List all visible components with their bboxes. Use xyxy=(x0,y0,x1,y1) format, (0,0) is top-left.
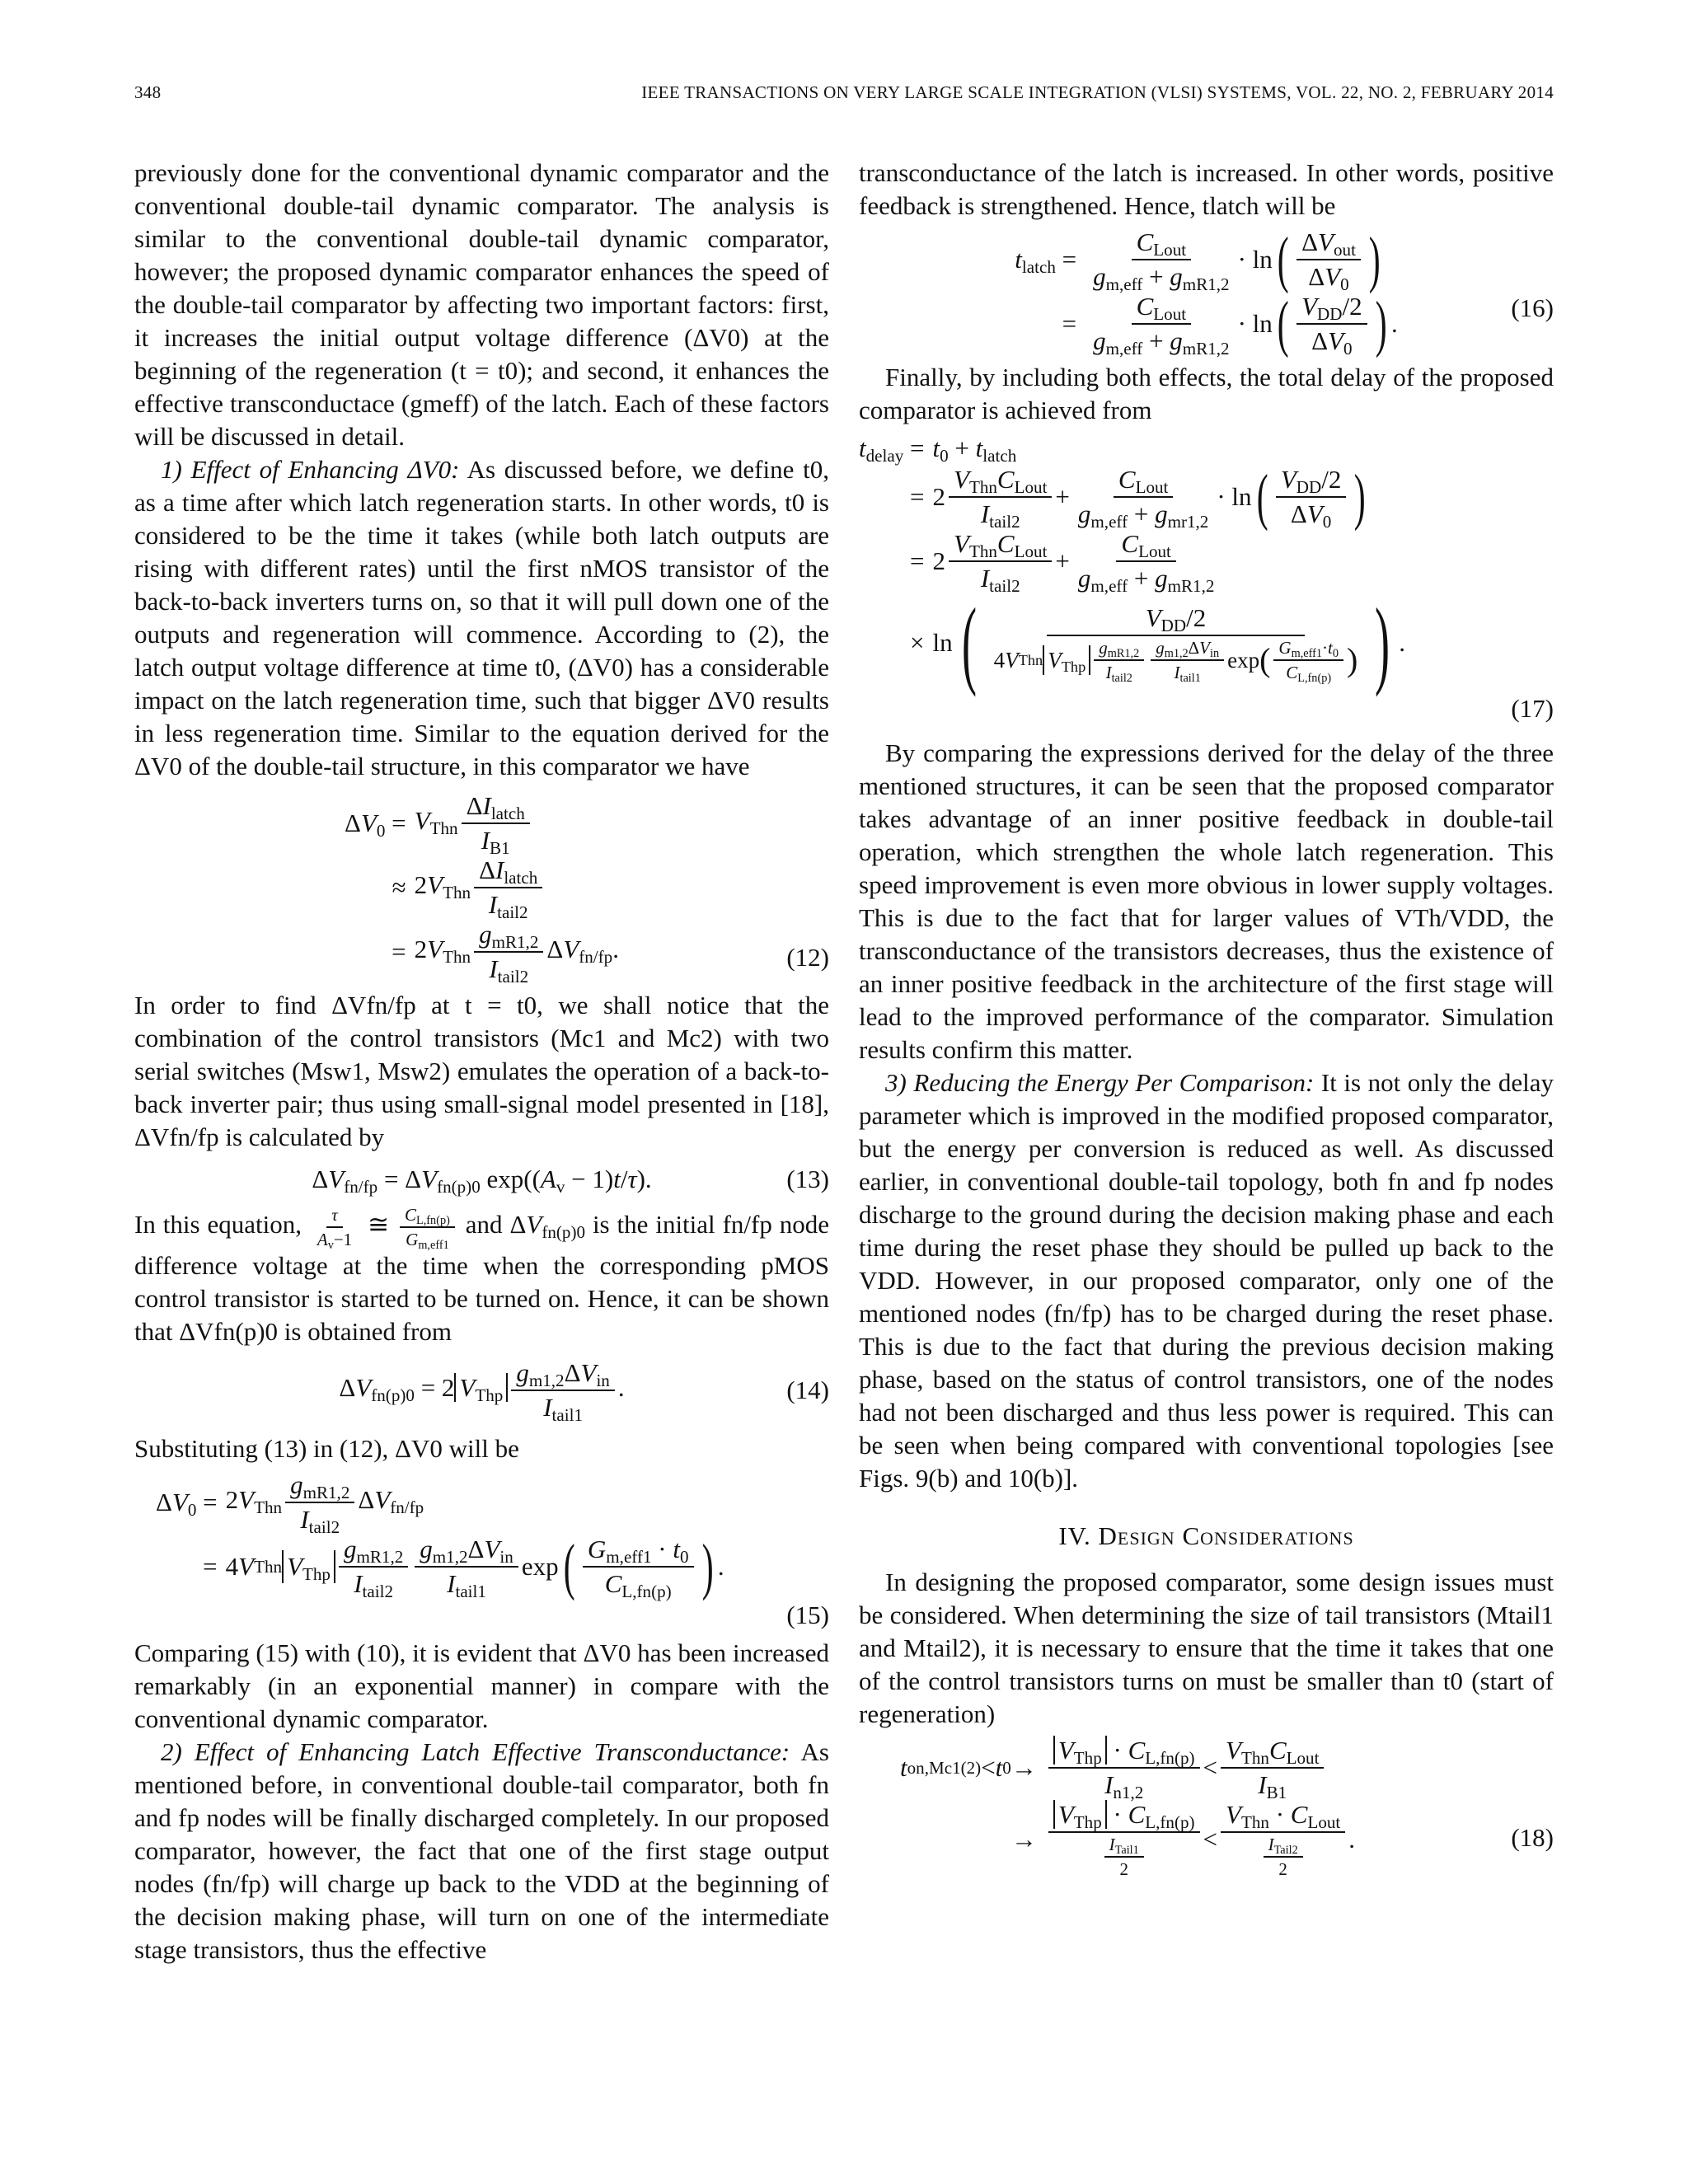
equation-number: (16) xyxy=(1511,293,1554,322)
subsection-2: 2) Effect of Enhancing Latch Effective Transconductance: As mentioned before, in conventional double-tail comparator, both fn and fp nodes will be finally discharged completely. In our proposed comparator, however, the fact that one of the first stage output nodes (fn/fp) will charge up back to the VDD at the beginning of the decision making phase, will turn on one of the intermediate stage transistors, thus the effective xyxy=(134,1737,829,1964)
subsection-title: 2) Effect of Enhancing Latch Effective Transconductance: xyxy=(161,1737,790,1766)
paragraph: By comparing the expressions derived for the delay of the three mentioned structures, it can be seen that the proposed comparator takes advantage of an inner positive feedback in double-tail operation, which strengthen the whole latch regeneration. This speed improvement is even more obvious in lower supply voltages. This is due to the fact that for larger values of VTh/VDD, the transconductance of the transistors decreases, thus the existence of an inner positive feedback in the architecture of the first stage will lead to the improved performance of the comparator. Simulation results confirm this matter. xyxy=(859,738,1554,1064)
equation-number: (12) xyxy=(786,943,829,972)
equation-number: (18) xyxy=(1511,1823,1554,1852)
equation-18: t on,Mc1(2) < t 0 → $\frac{V_{Thp} \cdot C_{L,fn(p)}}{I_{n1,2}}$ < $\frac{V_{Thn}C_{Lout}}{I_{B1}}$ → $\frac{V_{Thp} \cdot C_{L,fn(p)}}{\frac{I_{Tail1}}{2}}$ < $\frac{V_{Thn} \cdot C_{Lout}}{\frac{I_{Tail2}}{2}}$ . (18) xyxy=(900,1736,1554,1879)
section-heading: IV. Design Considerations xyxy=(1058,1521,1354,1550)
page-number: 348 xyxy=(134,82,162,102)
equation-15: $\Delta V_0$ = $2V_{Thn}$ $\frac{g_{mR1,2}}{I_{tail2}}$ $\Delta V_{fn/fp}$ = 4 V Thn $V_{Thp}$ $\frac{g_{mR1,2}}{I_{tail2}}$ $\frac{g_{m1,2}\Delta V_{in}}{I_{tail1}}$ exp ( $\frac{G_{m,eff1} \cdot t_0}{C_{L,fn(p)}}$ ) . xyxy=(156,1470,724,1601)
paragraph: In designing the proposed comparator, some design issues must be considered. When determining the size of tail transistors (Mtail1 and Mtail2), it is necessary to ensure that the time it takes that one of the control transistors turns on must be smaller than t0 (start of regeneration) xyxy=(859,1568,1554,1728)
equation-16: $t_{latch}$ = $\frac{C_{Lout}}{g_{m,eff} + g_{mR1,2}}$ · ln ( $\frac{\Delta V_{out}}{\Delta V_0}$ ) = $\frac{C_{Lout}}{g_{m,eff} + g_{mR1,2}}$ · ln ( $\frac{V_{DD}/2}{\Delta V_0}$ ) . (16) xyxy=(1015,225,1554,359)
equation-12: $\Delta V_0$ = $V_{Thn}$ $\frac{\Delta I_{latch}}{I_{B1}}$ ≈ $2V_{Thn}$ $\frac{\Delta I_{latch}}{I_{tail2}}$ = $2V_{Thn}$ $\frac{g_{mR1,2}}{I_{tail2}}$ $\Delta V_{fn/fp}$. (12) xyxy=(345,791,829,987)
subsection-title: 3) Reducing the Energy Per Comparison: xyxy=(885,1068,1315,1097)
paragraph: In this equation, $\frac{\tau}{A_v-1}$ ≅ $\frac{C_{L,fn(p)}}{G_{m,eff1}}$ and $\Delta V_{fn(p)0}$ is the initial fn/fp node difference voltage at the time when the corresponding pMOS control transistor is started to be turned on. Hence, it can be shown that ΔVfn(p)0 is obtained from xyxy=(134,1205,830,1346)
equation-number: (13) xyxy=(786,1165,829,1193)
paragraph: Substituting (13) in (12), ΔV0 will be xyxy=(134,1434,519,1463)
right-column xyxy=(859,157,1554,1884)
equation-number: (17) xyxy=(1511,694,1554,723)
page-header xyxy=(134,82,1554,115)
equation-13: $\Delta V_{fn/fp} = \Delta V_{fn(p)0}$ $\exp((A_v - 1)t/\tau)$. (13) xyxy=(312,1165,829,1197)
equation-number: (14) xyxy=(786,1376,829,1404)
paragraph: previously done for the conventional dynamic comparator and the conventional double-tail dynamic comparator. The analysis is similar to the conventional double-tail dynamic comparator, however; the proposed dynamic comparator enhances the speed of the double-tail comparator by affecting two important factors: first, it increases the initial output voltage difference (ΔV0) at the beginning of the regeneration (t = t0); and second, it enhances the effective transconductace (gmeff) of the latch. Each of these factors will be discussed in detail. xyxy=(134,158,829,451)
equation-17: $t_{delay}$ = $t_0 + t_{latch}$ = 2 $\frac{V_{Thn}C_{Lout}}{I_{tail2}}$ + $\frac{C_{Lout}}{g_{m,eff} + g_{mr1,2}}$ · ln ( $\frac{V_{DD}/2}{\Delta V_0}$ ) = 2 $\frac{V_{Thn}C_{Lout}}{I_{tail2}}$ + $\frac{C_{Lout}}{g_{m,eff} + g_{mR1,2}}$ × ln ( $V_{DD}/2$ 4 V Thn $V_{Thp}$ $\frac{g_{mR1,2}}{I_{tail2}}$ $\frac{g_{m1,2}\Delta V_{in}}{I_{tail1}}$ exp ( $\frac{G_{m,eff1}\cdot t_0}{C_{L,fn(p)}}$ ) ) . xyxy=(859,434,1405,697)
subsection-3: 3) Reducing the Energy Per Comparison: It is not only the delay parameter which is improved in the modified proposed comparator, but the energy per conversion is reduced as well. As discussed earlier, in conventional double-tail topology, both fn and fp nodes discharge to the ground during the decision making phase and each time during the reset phase they should be pulled up back to the VDD. However, in our proposed comparator, only one of the mentioned nodes (fn/fp) has to be charged during the reset phase. This is due to the fact that during the previous decision making phase, based on the status of control transistors, one of the nodes had not been discharged and thus less power is required. This can be seen when being compared with conventional topologies [see Figs. 9(b) and 10(b)]. xyxy=(859,1068,1554,1493)
paragraph: In order to find ΔVfn/fp at t = t0, we shall notice that the combination of the control transistors (Mc1 and Mc2) with two serial switches (Msw1, Msw2) emulates the operation of a back-to-back inverter pair; thus using small-signal model presented in [18], ΔVfn/fp is calculated by xyxy=(134,991,829,1151)
subsection-1: 1) Effect of Enhancing ΔV0: As discussed before, we define t0, as a time after which latch regeneration starts. In other words, t0 is considered to be the time it takes (while both latch outputs are rising with different rates) until the first nMOS transistor of the back-to-back inverters turns on, so that it will pull down one of the outputs and regeneration will commence. According to (2), the latch output voltage difference at time t0, (ΔV0) has a considerable impact on the latch regeneration time, such that bigger ΔV0 results in less regeneration time. Similar to the equation derived for the ΔV0 of the double-tail structure, in this comparator we have xyxy=(134,455,829,780)
left-column xyxy=(134,157,829,1966)
paragraph: Finally, by including both effects, the total delay of the proposed comparator is achieved from xyxy=(859,363,1554,424)
paragraph: Comparing (15) with (10), it is evident that ΔV0 has been increased remarkably (in an exponential manner) in compare with the conventional dynamic comparator. xyxy=(134,1638,829,1733)
paragraph: transconductance of the latch is increased. In other words, positive feedback is strengthened. Hence, tlatch will be xyxy=(859,158,1554,220)
equation-number: (15) xyxy=(786,1601,829,1629)
equation-14: $\Delta V_{fn(p)0} = 2$ $V_{Thp}$ $\frac{g_{m1,2}\Delta V_{in}}{I_{tail1}}$ . (14) xyxy=(339,1358,829,1425)
subsection-title: 1) Effect of Enhancing ΔV0: xyxy=(161,455,460,484)
journal-title: IEEE TRANSACTIONS ON VERY LARGE SCALE INTEGRATION (VLSI) SYSTEMS, VOL. 22, NO. 2, FEBRUARY 2014 xyxy=(641,82,1554,102)
